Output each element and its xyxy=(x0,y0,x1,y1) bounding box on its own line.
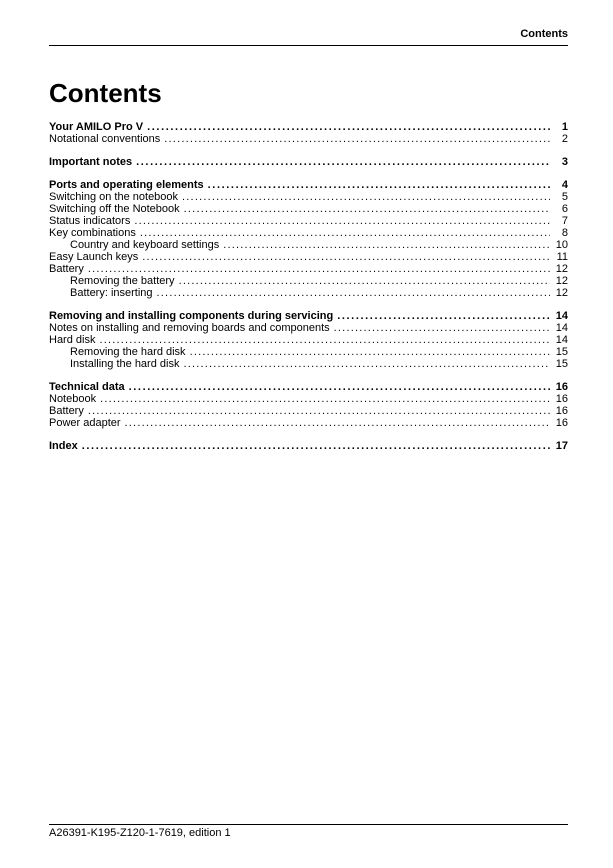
toc-entry-title: Index xyxy=(49,440,78,452)
toc-leader-dots xyxy=(182,191,550,203)
toc-entry-page: 16 xyxy=(555,393,568,405)
toc-entry[interactable] xyxy=(49,239,568,251)
toc-entry[interactable] xyxy=(49,203,568,215)
table-of-contents xyxy=(49,121,568,452)
toc-leader-dots xyxy=(147,121,550,133)
toc-leader-dots xyxy=(142,251,550,263)
toc-entry-page: 12 xyxy=(555,263,568,275)
toc-entry-title: Switching on the notebook xyxy=(49,191,179,203)
toc-entry-title: Battery: inserting xyxy=(70,287,153,299)
toc-entry-page: 14 xyxy=(555,334,568,346)
toc-leader-dots xyxy=(82,440,550,452)
toc-entry[interactable] xyxy=(49,381,568,393)
toc-entry[interactable] xyxy=(49,346,568,358)
toc-entry-title: Important notes xyxy=(49,156,133,168)
toc-entry[interactable] xyxy=(49,227,568,239)
toc-entry-title: Technical data xyxy=(49,381,125,393)
toc-entry-page: 8 xyxy=(561,227,568,239)
toc-leader-dots xyxy=(99,334,549,346)
toc-entry[interactable] xyxy=(49,215,568,227)
toc-entry[interactable] xyxy=(49,287,568,299)
toc-leader-dots xyxy=(134,215,550,227)
toc-entry[interactable] xyxy=(49,310,568,322)
toc-entry-title: Removing and installing components during servicing xyxy=(49,310,334,322)
toc-entry[interactable] xyxy=(49,121,568,133)
toc-entry-page: 6 xyxy=(561,203,568,215)
toc-leader-dots xyxy=(88,405,550,417)
toc-entry-title: Switching off the Notebook xyxy=(49,203,180,215)
toc-entry-title: Hard disk xyxy=(49,334,96,346)
running-header: Contents xyxy=(520,28,568,40)
toc-entry-page: 4 xyxy=(561,179,568,191)
toc-entry[interactable] xyxy=(49,133,568,145)
toc-entry-page: 17 xyxy=(555,440,568,452)
toc-entry[interactable] xyxy=(49,263,568,275)
toc-entry-title: Battery xyxy=(49,263,84,275)
toc-entry[interactable] xyxy=(49,334,568,346)
toc-entry-page: 12 xyxy=(555,275,568,287)
toc-entry-page: 10 xyxy=(555,239,568,251)
page-title: Contents xyxy=(49,78,162,108)
toc-leader-dots xyxy=(337,310,550,322)
toc-leader-dots xyxy=(140,227,550,239)
toc-entry-title: Ports and operating elements xyxy=(49,179,204,191)
header-divider xyxy=(49,45,568,46)
toc-entry-title: Installing the hard disk xyxy=(70,358,180,370)
toc-leader-dots xyxy=(88,263,550,275)
toc-leader-dots xyxy=(100,393,550,405)
toc-entry-title: Removing the battery xyxy=(70,275,175,287)
toc-entry[interactable] xyxy=(49,275,568,287)
toc-entry[interactable] xyxy=(49,440,568,452)
toc-entry-page: 3 xyxy=(561,156,568,168)
toc-entry-page: 15 xyxy=(555,346,568,358)
toc-entry[interactable] xyxy=(49,251,568,263)
toc-entry[interactable] xyxy=(49,358,568,370)
toc-entry-page: 5 xyxy=(561,191,568,203)
toc-entry-title: Removing the hard disk xyxy=(70,346,186,358)
toc-leader-dots xyxy=(223,239,550,251)
toc-entry-page: 16 xyxy=(555,405,568,417)
toc-entry[interactable] xyxy=(49,417,568,429)
toc-entry-page: 15 xyxy=(555,358,568,370)
toc-entry[interactable] xyxy=(49,393,568,405)
toc-entry[interactable] xyxy=(49,191,568,203)
toc-entry[interactable] xyxy=(49,179,568,191)
toc-entry[interactable] xyxy=(49,405,568,417)
toc-entry[interactable] xyxy=(49,156,568,168)
document-id: A26391-K195-Z120-1-7619, edition 1 xyxy=(49,827,231,839)
toc-entry-title: Battery xyxy=(49,405,84,417)
toc-entry-title: Country and keyboard settings xyxy=(70,239,220,251)
toc-entry-title: Key combinations xyxy=(49,227,136,239)
toc-leader-dots xyxy=(157,287,550,299)
toc-entry-title: Notebook xyxy=(49,393,97,405)
toc-entry-page: 12 xyxy=(555,287,568,299)
toc-entry-page: 11 xyxy=(556,251,568,263)
toc-entry-page: 14 xyxy=(555,310,568,322)
toc-leader-dots xyxy=(183,358,549,370)
toc-leader-dots xyxy=(334,322,550,334)
toc-leader-dots xyxy=(184,203,550,215)
toc-entry-title: Notes on installing and removing boards and components xyxy=(49,322,330,334)
toc-entry[interactable] xyxy=(49,322,568,334)
toc-entry-page: 7 xyxy=(561,215,568,227)
toc-entry-title: Notational conventions xyxy=(49,133,161,145)
toc-entry-title: Status indicators xyxy=(49,215,131,227)
toc-entry-title: Easy Launch keys xyxy=(49,251,139,263)
toc-entry-page: 14 xyxy=(555,322,568,334)
toc-leader-dots xyxy=(125,417,550,429)
toc-leader-dots xyxy=(129,381,550,393)
toc-entry-page: 2 xyxy=(561,133,568,145)
toc-entry-page: 1 xyxy=(561,121,568,133)
toc-leader-dots xyxy=(190,346,550,358)
toc-leader-dots xyxy=(164,133,550,145)
toc-entry-page: 16 xyxy=(555,381,568,393)
toc-entry-title: Your AMILO Pro V xyxy=(49,121,144,133)
toc-leader-dots xyxy=(208,179,550,191)
toc-entry-page: 16 xyxy=(555,417,568,429)
footer-divider xyxy=(49,824,568,825)
toc-entry-title: Power adapter xyxy=(49,417,121,429)
toc-leader-dots xyxy=(136,156,550,168)
toc-leader-dots xyxy=(179,275,550,287)
